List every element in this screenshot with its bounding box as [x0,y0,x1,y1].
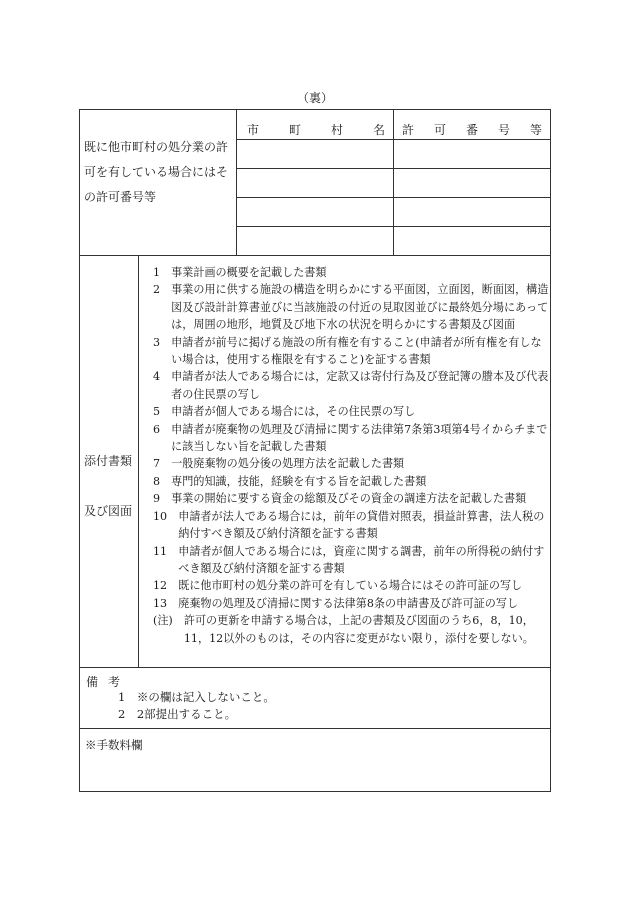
header-char: 名 [372,123,385,137]
attachments-label-line: 及び図面 [84,504,133,518]
divider-prior-attachments [79,255,551,256]
item-text: 専門的知識，技能，経験を有する旨を記載した書類 [171,474,427,488]
list-item [153,490,549,507]
list-item [153,508,549,543]
item-number: 3 [153,335,172,349]
item-number: 9 [153,492,172,506]
attachments-label-line: 添付書類 [84,454,133,468]
list-item [153,595,549,612]
item-number: 4 [153,370,172,384]
item-number: 12 [153,579,179,593]
city-permit-divider [393,109,394,255]
header-char: 番 [465,123,478,137]
item-text: 一般廃棄物の処分後の処理方法を記載した書類 [171,457,405,471]
item-text: 廃棄物の処理及び清掃に関する法律第8条の申請書及び許可証の写し [178,596,519,610]
list-item [153,577,549,594]
item-text: 申請者が前号に掲げる施設の所有権を有すること(申請者が所有権を有しない場合は，使用する権限を有すること)を証する書類 [171,335,542,367]
header-char: 町 [288,123,301,137]
header-char: 可 [433,123,446,137]
attachments-list [153,264,549,647]
list-item [153,334,549,369]
header-char: 号 [497,123,510,137]
header-char: 等 [529,123,542,137]
item-number: 8 [153,474,172,488]
divider-attachments-remarks [79,667,551,668]
fee-field-label: ※手数料欄 [85,738,143,752]
item-number: 5 [153,405,172,419]
item-number: 1 [153,266,172,279]
permit-number-header [402,121,542,138]
item-number: 13 [153,596,179,610]
city-name-header [247,121,385,138]
list-item [153,543,549,578]
list-item [153,421,549,456]
grid-row-line [236,226,551,227]
attachments-note [153,612,549,647]
item-text: 事業計画の概要を記載した書類 [171,266,327,279]
attachments-label [84,436,136,536]
remarks-title: 備考 [86,675,131,689]
item-text: 申請者が個人である場合には，その住民票の写し [171,405,416,419]
remark-line: 2 2部提出すること。 [118,707,237,721]
grid-row-line [236,139,551,140]
item-text: 申請者が廃棄物の処理及び清掃に関する法律第7条第3項第4号イからチまでに該当しない旨を記載した書類 [171,422,548,454]
grid-row-line [236,168,551,169]
list-item [153,455,549,472]
prior-permit-label: 既に他市町村の処分業の許可を有している場合にはその許可番号等 [84,140,229,204]
page-title: （裏） [296,91,333,105]
item-number: 11 [153,544,179,558]
note-text: 許可の更新を申請する場合は，上記の書類及び図面のうち6，8，10，11，12以外のものは，その内容に変更がない限り，添付を要しない。 [183,614,534,645]
item-number: 2 [153,283,172,297]
header-char: 市 [247,123,260,137]
list-item [153,403,549,420]
divider-remarks-fee [79,728,551,729]
item-text: 既に他市町村の処分業の許可を有している場合にはその許可証の写し [178,579,523,593]
attachments-label-divider [138,255,139,667]
note-label: (注) [153,614,184,628]
list-item [153,281,549,333]
item-number: 7 [153,457,172,471]
item-text: 申請者が法人である場合には，前年の貸借対照表，損益計算書，法人税の納付すべき額及び納付済額を証する書類 [178,509,545,541]
item-number: 10 [153,509,179,523]
item-text: 申請者が法人である場合には，定款又は寄付行為及び登記簿の謄本及び代表者の住民票の写し [171,370,549,401]
list-item [153,368,549,403]
remark-line: 1 ※の欄は記入しないこと。 [118,690,275,704]
item-number: 6 [153,422,172,436]
header-char: 許 [402,123,415,137]
header-char: 村 [330,123,343,137]
item-text: 事業の用に供する施設の構造を明らかにする平面図，立面図，断面図，構造図及び設計計算書並びに当該施設の付近の見取図並びに最終処分場にあっては，周囲の地形，地質及び地下水の状況を明らかにする書類及び図面 [171,283,549,332]
grid-row-line [236,197,551,198]
item-text: 事業の開始に要する資金の総額及びその資金の調達方法を記載した書類 [171,492,527,506]
item-text: 申請者が個人である場合には，資産に関する調書，前年の所得税の納付すべき額及び納付済額を証する書類 [178,544,545,575]
list-item [153,264,549,281]
list-item [153,473,549,490]
prior-label-divider [236,109,237,255]
